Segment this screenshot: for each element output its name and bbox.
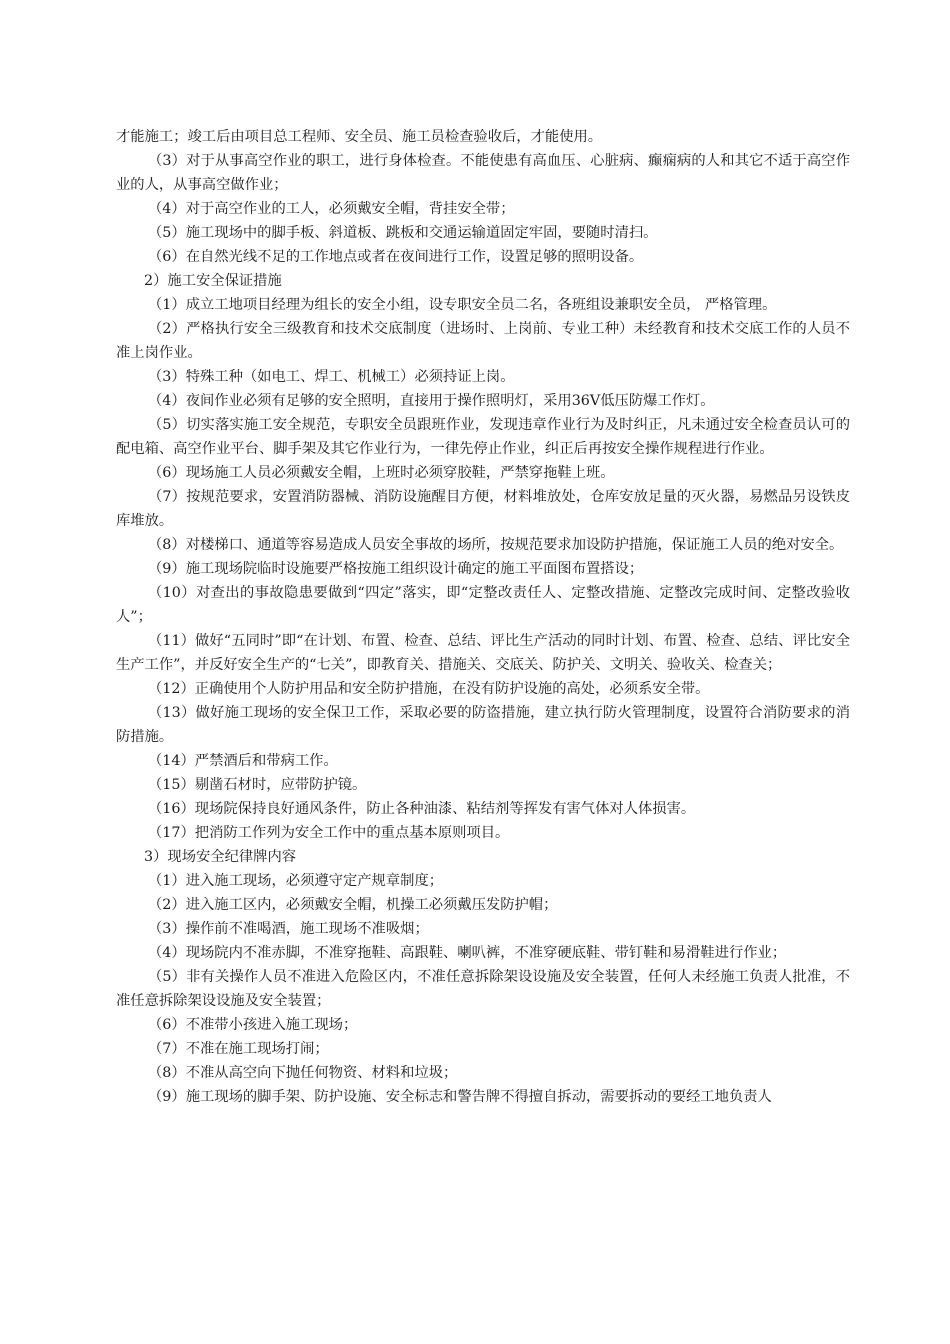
paragraph: （5）施工现场中的脚手板、斜道板、跳板和交通运输道固定牢固，要随时清扫。 bbox=[148, 225, 658, 241]
paragraph: （9）施工现场院临时设施要严格按施工组织设计确定的施工平面图布置搭设； bbox=[148, 561, 644, 577]
section-heading: 3）现场安全纪律牌内容 bbox=[144, 849, 297, 865]
paragraph: （13）做好施工现场的安全保卫工作，采取必要的防盗措施，建立执行防火管理制度，设置符合消防要求的消防措施。 bbox=[116, 705, 850, 745]
paragraph: （4）现场院内不准赤脚，不准穿拖鞋、高跟鞋、喇叭裤，不准穿硬底鞋、带钉鞋和易滑鞋进行作业； bbox=[148, 945, 787, 961]
paragraph: （4）夜间作业必须有足够的安全照明，直接用于操作照明灯，采用36V低压防爆工作灯。 bbox=[148, 393, 715, 409]
paragraph: （15）剔凿石材时，应带防护镜。 bbox=[148, 777, 367, 793]
paragraph: （16）现场院保持良好通风条件，防止各种油漆、粘结剂等挥发有害气体对人体损害。 bbox=[148, 801, 696, 817]
paragraph: （10）对查出的事故隐患要做到“四定”落实，即“定整改责任人、定整改措施、定整改完成时间、定整改验收人”； bbox=[116, 585, 850, 625]
paragraph: （8）不准从高空向下抛任何物资、材料和垃圾； bbox=[148, 1065, 458, 1081]
paragraph: （7）按规范要求，安置消防器械、消防设施醒目方便，材料堆放处，仓库安放足量的灭火器，易燃品另设铁皮库堆放。 bbox=[116, 489, 850, 529]
paragraph: （3）特殊工种（如电工、焊工、机械工）必须持证上岗。 bbox=[148, 369, 515, 385]
paragraph: （17）把消防工作列为安全工作中的重点基本原则项目。 bbox=[148, 825, 510, 841]
paragraph: （1）进入施工现场，必须遵守定产规章制度； bbox=[148, 873, 444, 889]
paragraph: （2）严格执行安全三级教育和技术交底制度（进场时、上岗前、专业工种）未经教育和技术交底工作的人员不准上岗作业。 bbox=[116, 321, 850, 361]
paragraph: （12）正确使用个人防护用品和安全防护措施，在没有防护设施的高处，必须系安全带。 bbox=[148, 681, 710, 697]
paragraph: （2）进入施工区内，必须戴安全帽，机操工必须戴压发防护帽； bbox=[148, 897, 558, 913]
section-heading: 2）施工安全保证措施 bbox=[144, 273, 282, 289]
paragraph: （5）切实落实施工安全规范，专职安全员跟班作业，发现违章作业行为及时纠正，凡未通过安全检查员认可的配电箱、高空作业平台、脚手架及其它作业行为，一律先停止作业，纠正后再按安全操作规程进行作业。 bbox=[116, 417, 850, 457]
paragraph: （1）成立工地项目经理为组长的安全小组，设专职安全员二名，各班组设兼职安全员， 严格管理。 bbox=[148, 297, 777, 313]
paragraph: （6）不准带小孩进入施工现场； bbox=[148, 1017, 358, 1033]
paragraph: （3）操作前不准喝酒，施工现场不准吸烟； bbox=[148, 921, 429, 937]
paragraph: （8）对楼梯口、通道等容易造成人员安全事故的场所，按规范要求加设防护措施，保证施工人员的绝对安全。 bbox=[148, 537, 844, 553]
paragraph: （7）不准在施工现场打闹； bbox=[148, 1041, 329, 1057]
paragraph: （9）施工现场的脚手架、防护设施、安全标志和警告牌不得擅自拆动，需要拆动的要经工地负责人 bbox=[148, 1089, 772, 1105]
document-page bbox=[116, 125, 850, 1109]
paragraph: （3）对于从事高空作业的职工，进行身体检查。不能使患有高血压、心脏病、癫痫病的人和其它不适于高空作业的人，从事高空做作业； bbox=[116, 153, 850, 193]
paragraph: （11）做好“五同时”即“在计划、布置、检查、总结、评比生产活动的同时计划、布置、检查、总结、评比安全生产工作”，并反好安全生产的“七关”，即教育关、措施关、交底关、防护关、文明关、验收关、检查关； bbox=[116, 633, 850, 673]
paragraph: （6）在自然光线不足的工作地点或者在夜间进行工作，设置足够的照明设备。 bbox=[148, 249, 644, 265]
paragraph: （5）非有关操作人员不准进入危险区内，不准任意拆除架设设施及安全装置，任何人未经施工负责人批准，不准任意拆除架设设施及安全装置； bbox=[116, 969, 850, 1009]
paragraph: （4）对于高空作业的工人，必须戴安全帽，背挂安全带； bbox=[148, 201, 515, 217]
paragraph: 才能施工；竣工后由项目总工程师、安全员、施工员检查验收后，才能使用。 bbox=[116, 129, 603, 145]
paragraph: （14）严禁酒后和带病工作。 bbox=[148, 753, 338, 769]
paragraph: （6）现场施工人员必须戴安全帽，上班时必须穿胶鞋，严禁穿拖鞋上班。 bbox=[148, 465, 615, 481]
